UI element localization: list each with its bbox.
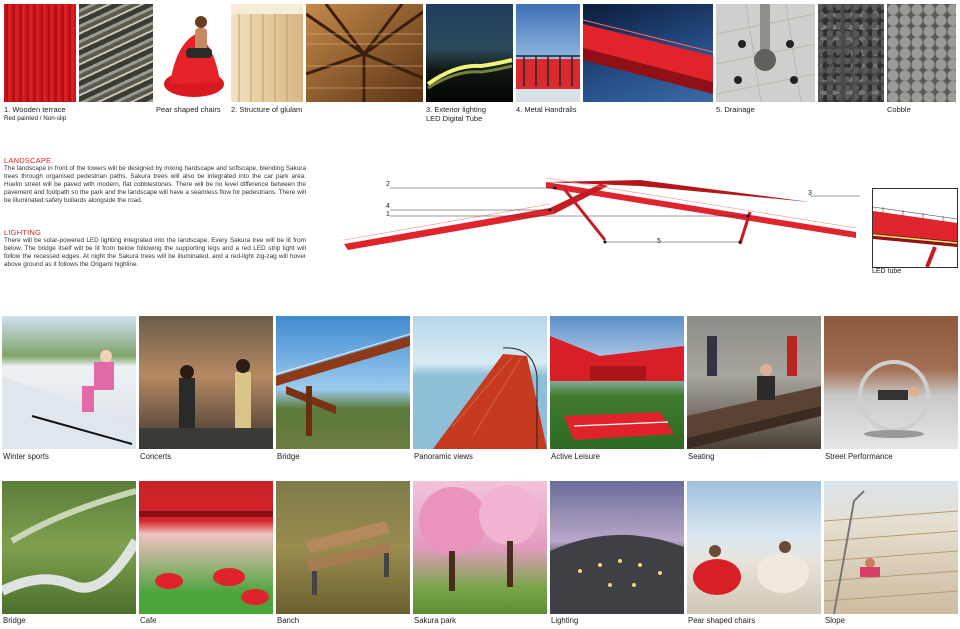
led-tube-label: LED tube [872,268,902,275]
red-bridge-night-image [583,4,713,102]
photo-lighting [550,481,684,614]
caption-exterior-lighting: 3. Exterior lighting LED Digital Tube [426,105,487,123]
callout-5: 5 [657,238,661,245]
callout-3: 3 [808,190,812,197]
photo-slope [824,481,958,614]
handrail-image [516,4,580,102]
decking-texture-image [79,4,153,102]
photo-bridge [276,316,410,449]
label-slope: Slope [825,616,845,625]
label-concerts: Concerts [140,452,172,461]
photo-panoramic-views [413,316,547,449]
photo-seating [687,316,821,449]
bridge-deck-lower [344,208,554,250]
photo-street-performance [824,316,958,449]
label-panoramic-views: Panoramic views [414,452,473,461]
lighting-text: There will be solar-powered LED lighting integrated into the landscape. Every Sakura tree will be lit from below. The bridge itself will be lit from below following the supporting legs and a red LED strip light will follow the recessed edges. At night the Sakura trees will be illuminated, and a red-light zig-zag will hover above ground as it follows the Origami highline. [4,237,306,268]
label-winter-sports: Winter sports [3,452,49,461]
caption-pear-chairs: Pear shaped chairs [156,105,221,114]
caption-handrails: 4. Metal Handrails [516,105,577,114]
photo-cafe [139,481,273,614]
gravel-image [818,4,884,102]
glulam-image [231,4,303,102]
callout-4: 4 [386,203,390,210]
caption-wooden-terrace: 1. Wooden terrace Red painted / Non-slip [4,105,67,122]
photo-sakura-park [413,481,547,614]
photo-bridge-aerial [2,481,136,614]
lighting-heading: LIGHTING [4,228,42,237]
cobble-image [887,4,956,102]
photo-pear-shaped-chairs [687,481,821,614]
label-sakura-park: Sakura park [414,616,457,625]
landscape-heading: LANDSCAPE [4,156,52,165]
label-street-performance: Street Performance [825,452,893,461]
label-banch: Banch [277,616,300,625]
photo-bench [276,481,410,614]
led-tube-detail [872,188,958,268]
pear-chair-image [156,4,228,102]
callout-1: 1 [386,211,390,218]
label-active-leisure: Active Leisure [551,452,600,461]
photo-active-leisure [550,316,684,449]
label-pear-shaped-chairs: Pear shaped chairs [688,616,756,625]
red-wood-texture-image [4,4,76,102]
label-bridge: Bridge [277,452,300,461]
label-lighting: Lighting [551,616,579,625]
night-lighting-image [426,4,513,102]
label-seating: Seating [688,452,715,461]
caption-drainage: 5. Drainage [716,105,755,114]
timber-roof-image [306,4,423,102]
photo-winter-sports [2,316,136,449]
landscape-text: The landscape in front of the towers will be designed by mixing hardscape and softscape, blending Sakura trees through organised pedestrian paths. Sakura trees will also be integrated into the car park area. Huelin street will be paved with modern, flat cobblestones. There will be no level difference between the pavement and footpath so the park and the landscape will have a seamless flow for pedestrians. There will be illuminated safety bollards alongside the road. [4,165,306,204]
drainage-image [716,4,815,102]
caption-glulam: 2. Structure of glulam [231,105,303,114]
photo-concerts [139,316,273,449]
bridge-diagram [340,172,860,252]
callout-2: 2 [386,181,390,188]
label-bridge-2: Bridge [3,616,26,625]
label-cafe: Cafe [140,616,157,625]
caption-cobble: Cobble [887,105,911,114]
